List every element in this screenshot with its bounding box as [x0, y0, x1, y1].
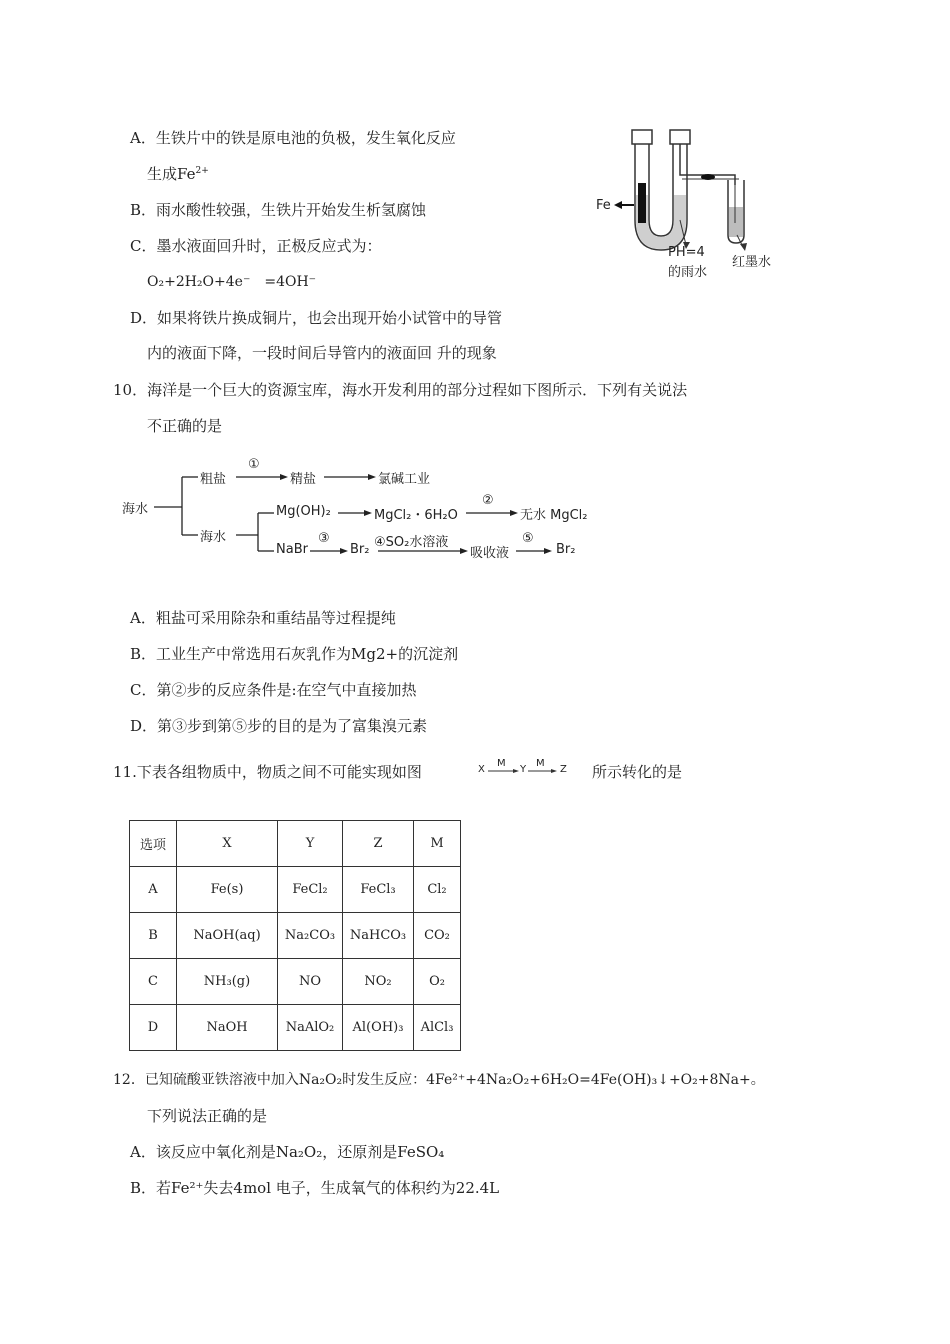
step5-label: ⑤ [522, 531, 534, 546]
q11-scheme [478, 758, 578, 782]
table-cell: AlCl₃ [414, 1005, 461, 1051]
table-cell: CO₂ [414, 913, 461, 959]
q12-stem-line2: 下列说法正确的是 [147, 1107, 268, 1125]
table-cell: NaOH(aq) [177, 913, 278, 959]
table-cell: Fe(s) [177, 867, 278, 913]
header-cell: Y [278, 821, 343, 867]
table-cell: NO [278, 959, 343, 1005]
table-cell: NaHCO₃ [343, 913, 414, 959]
br2-b-label: Br₂ [556, 542, 576, 557]
q9-option-b: B．雨水酸性较强，生铁片开始发生析氢腐蚀 [130, 201, 427, 219]
chlor-alkali-label: 氯碱工业 [378, 472, 431, 487]
refined-salt-label: 精盐 [290, 472, 317, 487]
q12-option-a: A．该反应中氧化剂是Na₂O₂，还原剂是FeSO₄ [130, 1143, 445, 1161]
table-cell: D [130, 1005, 177, 1051]
scheme-y: Y [520, 764, 527, 775]
table-row [130, 867, 461, 913]
scheme-x: X [478, 764, 485, 775]
table-cell: NO₂ [343, 959, 414, 1005]
q9-option-a-line2 [147, 164, 209, 184]
table-cell: B [130, 913, 177, 959]
scheme-m1: M [497, 758, 506, 769]
mgcl2-hydrate-label: MgCl₂・6H₂O [374, 508, 458, 523]
table-cell: FeCl₂ [278, 867, 343, 913]
table-row [130, 959, 461, 1005]
q11-options-table [129, 820, 461, 1051]
table-row [130, 913, 461, 959]
scheme-m2: M [536, 758, 545, 769]
fe-label: Fe [596, 198, 611, 213]
anhydrous-mgcl2-label: 无水 MgCl₂ [520, 508, 588, 523]
table-cell: NH₃(g) [177, 959, 278, 1005]
seawater-label: 海水 [122, 502, 149, 517]
ph-label: PH=4 [668, 245, 705, 260]
q9-option-c-equation: O₂+2H₂O+4e⁻ =4OH⁻ [147, 274, 317, 290]
table-cell: A [130, 867, 177, 913]
step4-label: ④SO₂水溶液 [374, 535, 449, 550]
header-cell: X [177, 821, 278, 867]
scheme-z: Z [560, 764, 567, 775]
q10-option-a: A．粗盐可采用除杂和重结晶等过程提纯 [130, 609, 396, 627]
mgoh2-label: Mg(OH)₂ [276, 504, 331, 519]
q11-stem-post: 所示转化的是 [592, 763, 683, 781]
table-cell: NaOH [177, 1005, 278, 1051]
q10-option-d: D．第③步到第⑤步的目的是为了富集溴元素 [130, 717, 428, 735]
step1-label: ① [248, 457, 260, 472]
seawater2-label: 海水 [200, 530, 227, 545]
q9-option-a-superscript: 2+ [195, 166, 209, 176]
table-cell: O₂ [414, 959, 461, 1005]
q10-option-b: B．工业生产中常选用石灰乳作为Mg2+的沉淀剂 [130, 645, 459, 663]
header-cell: 选项 [130, 821, 177, 867]
table-cell: Al(OH)₃ [343, 1005, 414, 1051]
q10-stem-line1: 10．海洋是一个巨大的资源宝库，海水开发利用的部分过程如下图所示．下列有关说法 [113, 381, 688, 399]
step2-label: ② [482, 493, 494, 508]
nabr-label: NaBr [276, 542, 308, 557]
ink-label: 红墨水 [732, 255, 772, 270]
table-header-row [130, 821, 461, 867]
table-cell: FeCl₃ [343, 867, 414, 913]
table-cell: C [130, 959, 177, 1005]
table-cell: NaAlO₂ [278, 1005, 343, 1051]
q9-option-a-line1: A．生铁片中的铁是原电池的负极，发生氧化反应 [130, 129, 456, 147]
q9-option-d-line1: D．如果将铁片换成铜片，也会出现开始小试管中的导管 [130, 309, 503, 327]
header-cell: Z [343, 821, 414, 867]
table-cell: Na₂CO₃ [278, 913, 343, 959]
crude-salt-label: 粗盐 [200, 472, 227, 487]
table-row [130, 1005, 461, 1051]
q12-option-b: B．若Fe²⁺失去4mol 电子，生成氧气的体积约为22.4L [130, 1179, 500, 1197]
header-cell: M [414, 821, 461, 867]
q12-stem-line1: 12．已知硫酸亚铁溶液中加入Na₂O₂时发生反应：4Fe²⁺+4Na₂O₂+6H₂O=4Fe(OH)₃↓+O₂+8Na+。 [113, 1072, 765, 1088]
q9-apparatus-figure [590, 125, 790, 285]
table-cell: Cl₂ [414, 867, 461, 913]
q10-flow-diagram [118, 455, 618, 567]
q11-stem-pre: 11.下表各组物质中，物质之间不可能实现如图 [113, 763, 422, 781]
q10-option-c: C．第②步的反应条件是:在空气中直接加热 [130, 681, 417, 699]
rain-label: 的雨水 [668, 265, 708, 280]
step3-label: ③ [318, 531, 330, 546]
br2-a-label: Br₂ [350, 542, 370, 557]
q9-option-d-line2: 内的液面下降，一段时间后导管内的液面回 升的现象 [147, 344, 497, 362]
absorb-label: 吸收液 [470, 546, 510, 561]
q9-option-a-text: 生成Fe [147, 165, 196, 183]
q10-stem-line2: 不正确的是 [147, 417, 223, 435]
q9-option-c-line1: C．墨水液面回升时，正极反应式为： [130, 237, 382, 255]
